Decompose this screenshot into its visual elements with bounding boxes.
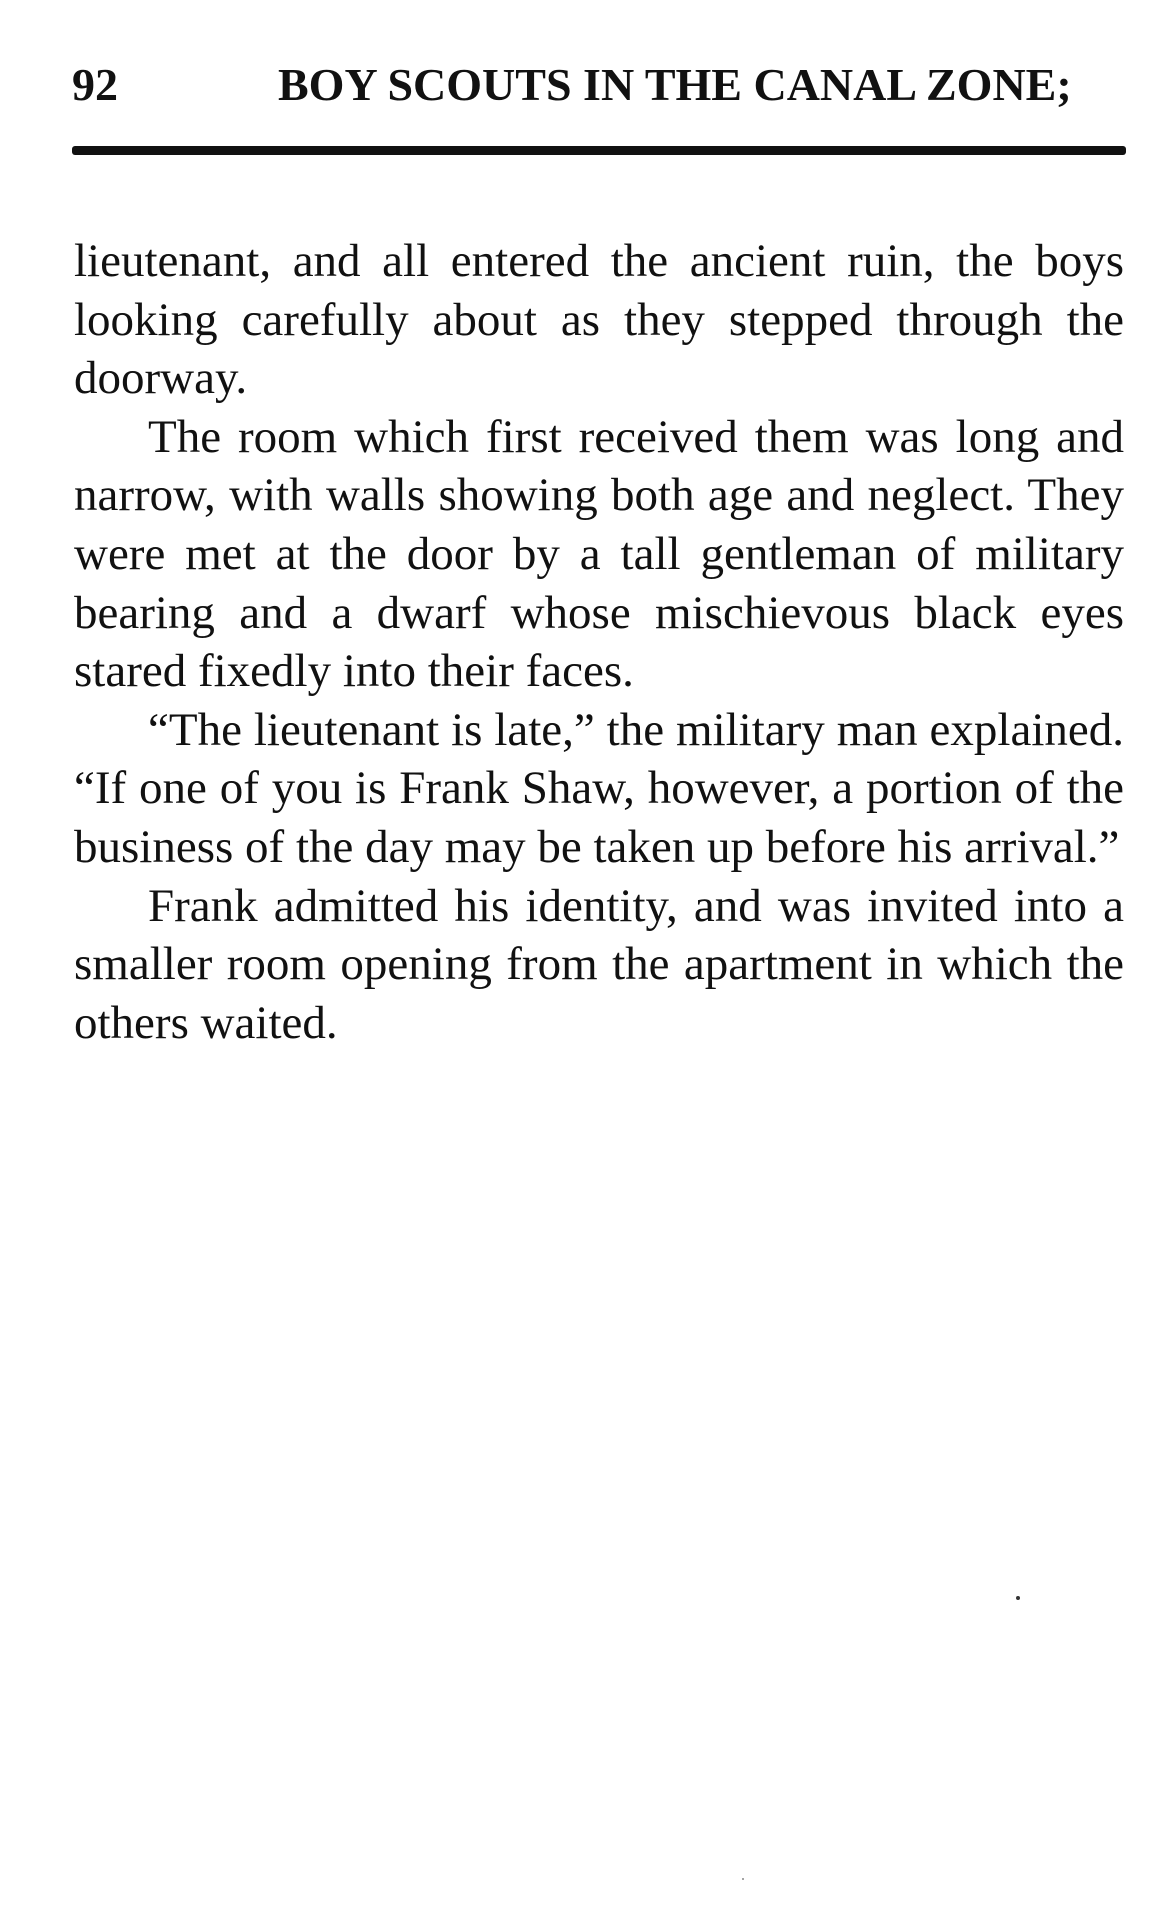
- print-speck: [742, 1878, 744, 1880]
- page-number: 92: [72, 59, 118, 110]
- paragraph-1: lieutenant, and all entered the ancient ruin, the boys looking carefully about as they stepped through the doorway.: [74, 235, 1124, 405]
- body-text: [74, 232, 1124, 1052]
- book-title: BOY SCOUTS IN THE CANAL ZONE;: [278, 59, 1072, 110]
- paragraph-3: “The lieutenant is late,” the military man explained. “If one of you is Frank Shaw, however, a portion of the business of the day may be taken up before his arrival.”: [74, 703, 1124, 873]
- paragraph-2: The room which first received them was long and narrow, with walls showing both age and neglect. They were met at the door by a tall gentleman of military bearing and a dwarf whose mischievous black eyes stared fixedly into their faces.: [74, 410, 1124, 698]
- paragraph-4: Frank admitted his identity, and was invited into a smaller room opening from the apartment in which the others waited.: [74, 879, 1124, 1049]
- header-rule: [72, 146, 1126, 155]
- running-head: [72, 58, 1124, 118]
- print-speck: [1016, 1596, 1020, 1600]
